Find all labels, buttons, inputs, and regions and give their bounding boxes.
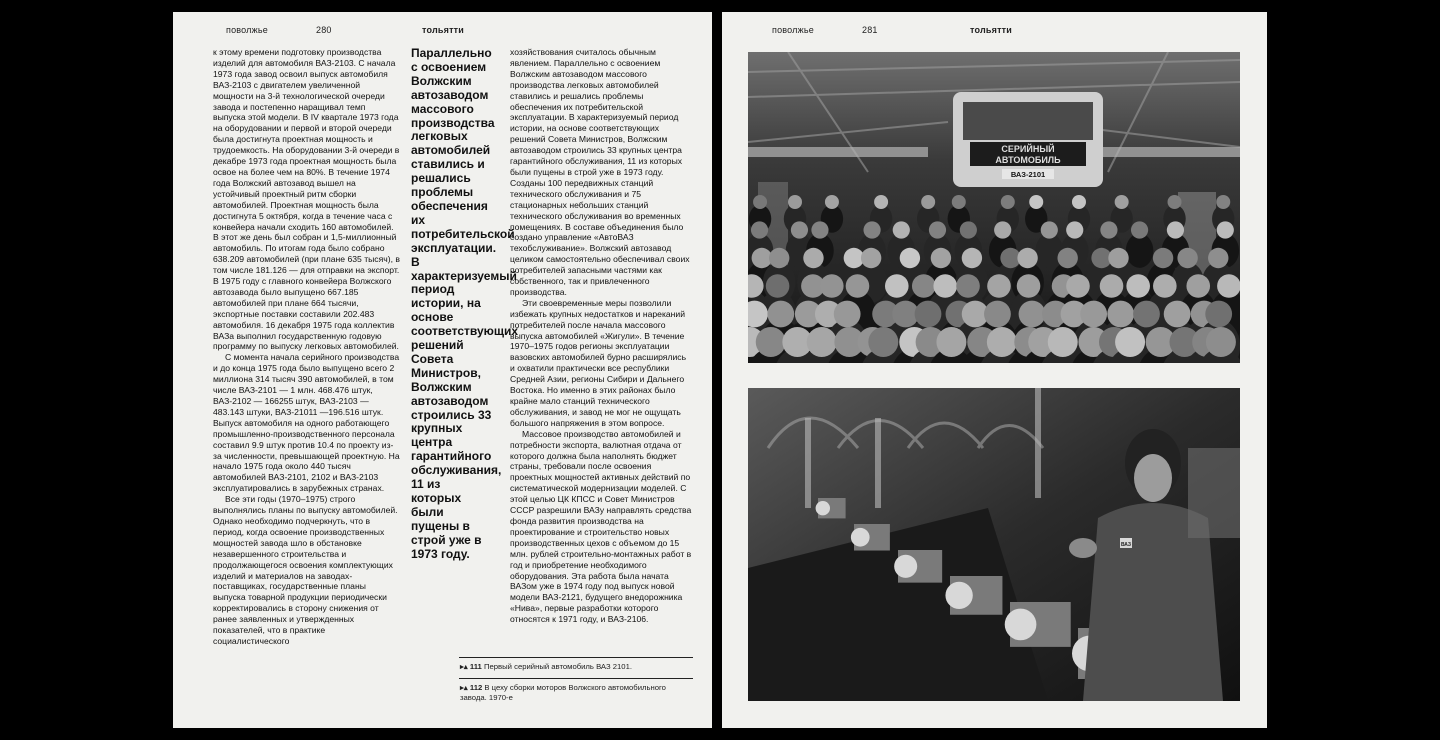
paragraph: С момента начала серийного производства и до конца 1975 года было выпущено всего 2 миллиона 314 тысяч 390 автомобилей, в том числе ВАЗ-2101 — 1 млн. 468.476 штук, ВАЗ-2102 — 166255 штук, ВАЗ-2103 — 483.143 штуки, ВАЗ-21011 —196.516 штук. Выпуск автомобиля на одного работающего промышленно-производственного персонала составил 9.9 штук против 10.4 по проекту из-за численности, превышающей проектную. На начало 1975 года около 440 тысяч автомобилей ВАЗ-2101, 2102 и ВАЗ-2103 эксплуатировались в зарубежных странах. [213, 352, 400, 494]
caption-rule [459, 657, 693, 658]
photo-crowd-assembly-line [748, 52, 1240, 363]
caption-text: В цеху сборки моторов Волжского автомобильного завода. 1970-е [460, 683, 666, 702]
text-column-1 [213, 47, 400, 647]
caption-marker: ▸▴ 111 [460, 662, 482, 671]
photo-caption-111 [460, 662, 690, 672]
paragraph: Все эти годы (1970–1975) строго выполнялись планы по выпуску автомобилей. Однако необходимо подчеркнуть, что в период, когда освоение производственных мощностей завода шло в обстановке незавершенного строительства и продолжающегося освоения комплектующих изделий и материалов на заводах-поставщиках, государственные планы выпуска товарной продукции периодически корректировались в сторону снижения от ранее заявленных и утвержденных показателей, что в практике социалистического [213, 494, 398, 646]
caption-text: Первый серийный автомобиль ВАЗ 2101. [481, 662, 632, 671]
running-head-section: поволжье [772, 25, 814, 35]
running-head-section: поволжье [226, 25, 268, 35]
running-head-city: тольятти [970, 25, 1013, 35]
photo-engine-workshop [748, 388, 1240, 701]
paragraph: Эти своевременные меры позволили избежать крупных недостатков и нареканий потребителей после начала массового выпуска автомобилей «Жигули». В течение 1970–1975 годов регионы эксплуатации вазовских автомобилей бурно расширялись и охватили практически все республики Средней Азии, регионы Сибири и Дальнего Востока. Но именно в этих районах было крайне мало станций технического обслуживания, и завод не мог не ощущать большого напряжения в этом вопросе. [510, 297, 687, 428]
pull-quote: Параллельно с освоением Волжским автозаводом массового производства легковых автомобилей ставились и решались проблемы обеспечения их потребительской эксплуатации. В характеризуемый период истории, на основе соответствующих решений Совета Министров, Волжским автозаводом строились 33 крупных центра гарантийного обслуживания, 11 из которых были пущены в строй уже в 1973 году. [411, 46, 519, 561]
photo-caption-112 [460, 683, 690, 702]
car-banner-line2: АВТОМОБИЛЬ [995, 155, 1061, 165]
paragraph: Массовое производство автомобилей и потребности экспорта, валютная отдача от которого должна была наполнять бюджет страны, требовали после освоения проектных мощностей активных действий по систематической модернизации моделей. С этой целью ЦК КПСС и Совет Министров СССР разрешили ВАЗу направлять средства фонда развития производства на проектирование и строительство новых производственных цехов с объемом до 15 млн. рублей строительно-монтажных работ в год и приобретение необходимого оборудования. Эта работа была начата ВАЗом уже в 1974 году под выпуск новой модели ВАЗ-2121, будущего внедорожника «Нива», первые разработки которого относятся к 1971 году, и ВАЗ-2106. [510, 428, 692, 625]
photo-engine-assembly [748, 388, 1240, 701]
caption-rule [459, 678, 693, 679]
license-plate: ВАЗ-2101 [1010, 170, 1046, 179]
paragraph: хозяйствования считалось обычным явлением. Параллельно с освоением Волжским автозаводом массового производства легковых автомобилей ставились и решались проблемы обеспечения их потребительской эксплуатации. В характеризуемый период истории, на основе соответствующих решений Совета Министров, Волжским автозаводом строились 33 крупных центра гарантийного обслуживания, 11 из которых были пущены в строй уже в 1973 году. Созданы 100 передвижных станций технического обслуживания и 75 стационарных небольших станций технического обслуживания во временных помещениях. В составе объединения было создано управление «АвтоВАЗ техобслуживание». Волжский автозавод целиком самостоятельно обеспечивал своих потребителей запасными частями как собственного, так и привлеченного производства. [510, 47, 690, 297]
text-column-3 [510, 47, 692, 625]
photo-first-serial-car [748, 52, 1240, 363]
paragraph: к этому времени подготовку производства изделий для автомобиля ВАЗ-2103. С начала 1973 года завод освоил выпуск автомобиля ВАЗ-2103 с двигателем увеличенной мощности на 3-й технологической очереди завода и постепенно наращивал темп выпуска этой модели. В IV квартале 1973 года на оборудовании и первой и второй очереди была достигнута проектная мощность и трудоемкость. На оборудовании 3-й очереди в декабре 1973 года проектная мощность была освое на более чем на 80%. В течение 1974 года Волжский автозавод вышел на устойчивый проектный ритм сборки автомобилей. Проектная мощность была достигнута 5 октября, когда в течение часа с конвейера начали сходить 160 автомобилей. В этот же день был собран и 1,5-миллионный автомобиль. По итогам года было собрано 638.209 автомобилей (при плане 635 тысяч), в том числе 181.126 — для отправки на экспорт. В 1975 году с главного конвейера Волжского автозавода было выпущено 667.185 автомобилей при плане 664 тысячи, экспортные поставки составили 202.483 автомобиля. 16 декабря 1975 года коллектив ВАЗа выполнил государственную годовую программу по выпуску легковых автомобилей. [213, 47, 400, 352]
page-number: 281 [862, 25, 878, 35]
caption-marker: ▸▴ 112 [460, 683, 483, 692]
right-page [722, 12, 1267, 728]
uniform-badge: ВАЗ [1120, 542, 1132, 548]
car-banner-line1: СЕРИЙНЫЙ [1001, 144, 1055, 154]
running-head-city: тольятти [422, 25, 465, 35]
page-number: 280 [316, 25, 332, 35]
left-page [173, 12, 712, 728]
